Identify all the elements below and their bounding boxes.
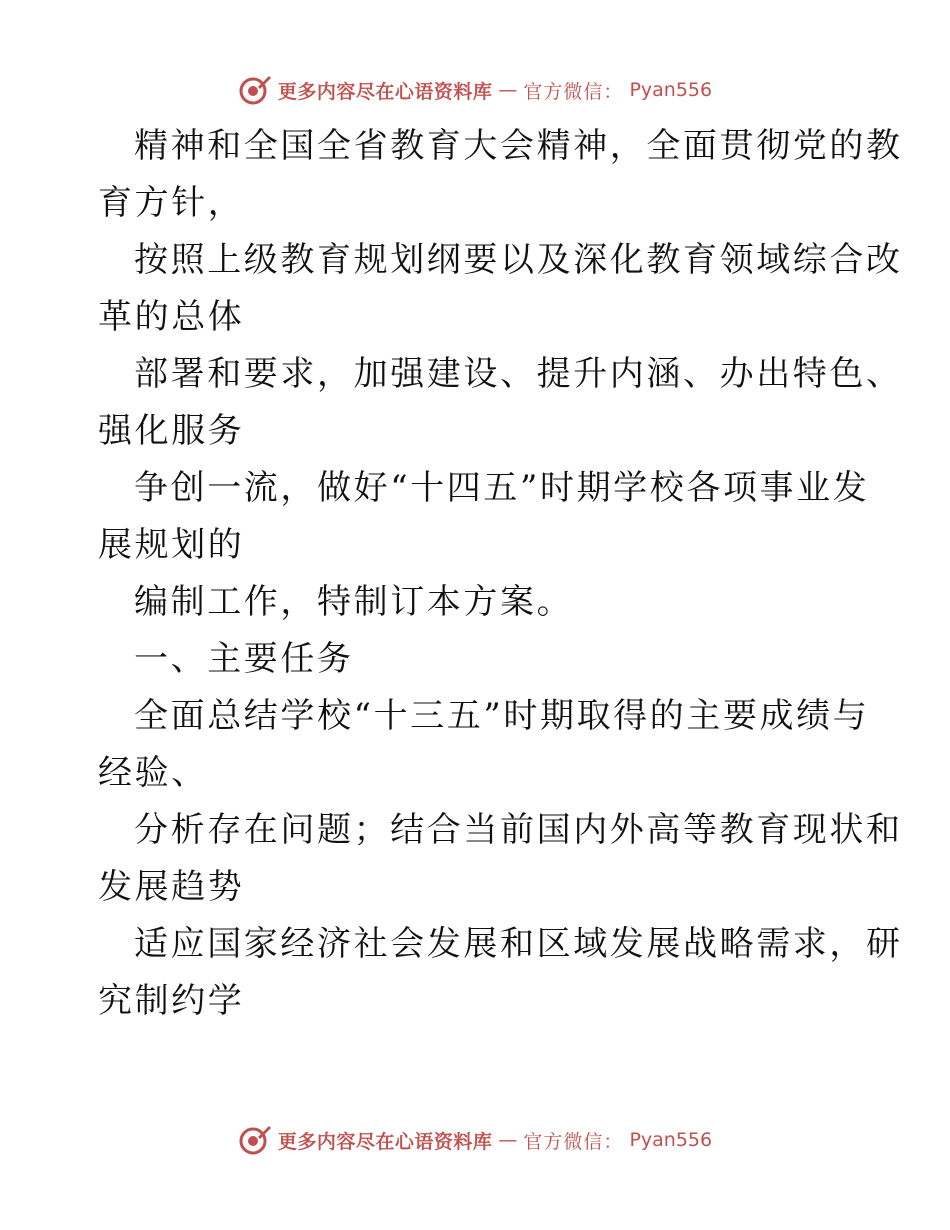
body-line: 育方针， (98, 183, 245, 223)
footer-banner-wechat-id: Pyan556 (629, 1129, 713, 1151)
header-banner (0, 70, 950, 110)
body-line: 经验、 (98, 753, 208, 793)
section-heading: 一、主要任务 (134, 639, 354, 679)
body-line: 发展趋势 (98, 867, 245, 907)
body-line: 分析存在问题；结合当前国内外高等教育现状和 (134, 810, 903, 850)
body-line: 展规划的 (98, 525, 245, 565)
header-banner-title: 更多内容尽在心语资料库 (277, 80, 493, 103)
document-body (98, 118, 903, 1030)
body-line: 革的总体 (98, 297, 245, 337)
header-banner-inner (238, 73, 712, 107)
body-line: 编制工作，特制订本方案。 (134, 582, 574, 622)
pen-swirl-logo-icon (238, 1123, 272, 1157)
body-line: 按照上级教育规划纲要以及深化教育领域综合改 (134, 240, 903, 280)
header-banner-wechat-id: Pyan556 (629, 79, 713, 101)
footer-banner-inner (238, 1123, 712, 1157)
body-line: 强化服务 (98, 411, 245, 451)
body-line: 适应国家经济社会发展和区域发展战略需求，研 (134, 924, 903, 964)
header-banner-official-label: 官方微信： (523, 80, 624, 103)
body-line: 部署和要求，加强建设、提升内涵、办出特色、 (134, 354, 903, 394)
body-line: 究制约学 (98, 981, 245, 1021)
header-banner-dash: — (498, 79, 518, 101)
body-line: 争创一流，做好“十四五”时期学校各项事业发 (134, 468, 870, 508)
footer-banner-title: 更多内容尽在心语资料库 (277, 1130, 493, 1153)
body-line: 全面总结学校“十三五”时期取得的主要成绩与 (134, 696, 870, 736)
footer-banner-dash: — (498, 1129, 518, 1151)
footer-banner (0, 1120, 950, 1160)
body-line: 精神和全国全省教育大会精神，全面贯彻党的教 (134, 126, 903, 166)
footer-banner-official-label: 官方微信： (523, 1130, 624, 1153)
pen-swirl-logo-icon (238, 73, 272, 107)
